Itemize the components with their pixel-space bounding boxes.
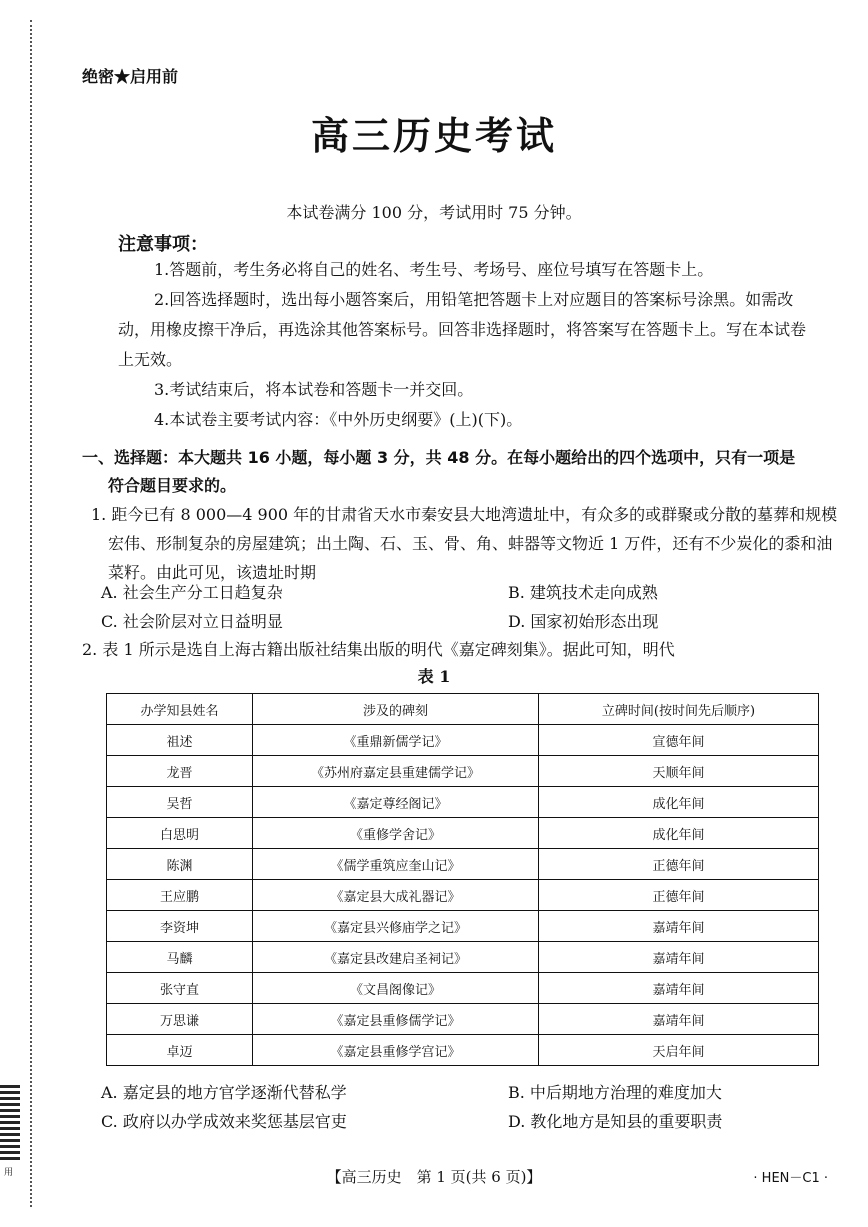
table-cell: 王应鹏 — [107, 880, 253, 911]
table-cell: 李资坤 — [107, 911, 253, 942]
table-cell: 嘉靖年间 — [539, 973, 819, 1004]
option-c: C. 政府以办学成效来奖惩基层官吏 — [101, 1112, 347, 1131]
table-cell: 《文昌阁像记》 — [253, 973, 539, 1004]
table-cell: 《苏州府嘉定县重建儒学记》 — [253, 756, 539, 787]
table-caption: 表 1 — [417, 667, 451, 686]
data-table — [106, 693, 819, 1066]
table-cell: 宣德年间 — [539, 725, 819, 756]
notice-item: 4.本试卷主要考试内容：《中外历史纲要》(上)(下)。 — [154, 410, 523, 429]
table-cell: 《嘉定县重修学宫记》 — [253, 1035, 539, 1066]
table-row — [107, 849, 819, 880]
question-1-stem: 1. 距今已有 8 000—4 900 年的甘肃省天水市秦安县大地湾遗址中，有众多的或群聚或分散的墓葬和规模宏伟、形制复杂的房屋建筑；出土陶、石、玉、骨、角、蚌器等文物近 1 万件，还有不少炭化的黍和油菜籽。由此可见，该遗址时期 — [91, 505, 838, 582]
section-heading-line1: 一、选择题：本大题共 16 小题，每小题 3 分，共 48 分。在每小题给出的四个选项中，只有一项是 — [82, 448, 796, 467]
table-header: 涉及的碑刻 — [253, 694, 539, 725]
notice-item: 2.回答选择题时，选出每小题答案后，用铅笔把答题卡上对应题目的答案标号涂黑。如需改动，用橡皮擦干净后，再选涂其他答案标号。回答非选择题时，将答案写在答题卡上。写在本试卷上无效。 — [118, 290, 807, 369]
table-cell: 白思明 — [107, 818, 253, 849]
table-cell: 《重鼎新儒学记》 — [253, 725, 539, 756]
exam-code: · HEN－C1 · — [753, 1171, 828, 1186]
qr-label: 用 — [4, 1168, 14, 1178]
option-d: D. 国家初始形态出现 — [508, 612, 659, 631]
table-cell: 万思谦 — [107, 1004, 253, 1035]
table-row — [107, 942, 819, 973]
table-cell: 卓迈 — [107, 1035, 253, 1066]
table-header-row — [107, 694, 819, 725]
table-cell: 嘉靖年间 — [539, 1004, 819, 1035]
question-1 — [82, 500, 842, 587]
question-2-stem: 2. 表 1 所示是选自上海古籍出版社结集出版的明代《嘉定碑刻集》。据此可知，明代 — [82, 640, 675, 659]
option-a: A. 嘉定县的地方官学逐渐代替私学 — [101, 1083, 347, 1102]
confidential-mark: 绝密★启用前 — [82, 67, 179, 86]
table-cell: 陈渊 — [107, 849, 253, 880]
table-cell: 吴哲 — [107, 787, 253, 818]
option-b: B. 建筑技术走向成熟 — [508, 583, 658, 602]
table-cell: 《嘉定县改建启圣祠记》 — [253, 942, 539, 973]
table-row — [107, 1004, 819, 1035]
table-row — [107, 756, 819, 787]
option-c: C. 社会阶层对立日益明显 — [101, 612, 283, 631]
qr-code — [0, 1085, 20, 1160]
section-heading-line2: 符合题目要求的。 — [108, 476, 237, 495]
page-title: 高三历史考试 — [310, 114, 557, 158]
table-cell: 正德年间 — [539, 849, 819, 880]
table-row — [107, 880, 819, 911]
table-cell: 祖述 — [107, 725, 253, 756]
notice-list — [118, 255, 808, 435]
table-cell: 成化年间 — [539, 818, 819, 849]
table-cell: 正德年间 — [539, 880, 819, 911]
notice-title: 注意事项： — [118, 234, 208, 255]
table-cell: 龙晋 — [107, 756, 253, 787]
table-cell: 张守直 — [107, 973, 253, 1004]
table-cell: 《嘉定县重修儒学记》 — [253, 1004, 539, 1035]
page-footer: 【高三历史 第 1 页(共 6 页)】 — [326, 1168, 542, 1186]
table-header: 办学知县姓名 — [107, 694, 253, 725]
table-row — [107, 725, 819, 756]
option-d: D. 教化地方是知县的重要职责 — [508, 1112, 723, 1131]
option-a: A. 社会生产分工日趋复杂 — [101, 583, 283, 602]
table-cell: 《嘉定县大成礼器记》 — [253, 880, 539, 911]
table-cell: 《儒学重筑应奎山记》 — [253, 849, 539, 880]
notice-item: 3.考试结束后，将本试卷和答题卡一并交回。 — [154, 380, 474, 399]
table-cell: 嘉靖年间 — [539, 942, 819, 973]
notice-item: 1.答题前，考生务必将自己的姓名、考生号、考场号、座位号填写在答题卡上。 — [154, 260, 714, 279]
table-cell: 《嘉定尊经阁记》 — [253, 787, 539, 818]
table-header: 立碑时间(按时间先后顺序) — [539, 694, 819, 725]
table-cell: 嘉靖年间 — [539, 911, 819, 942]
exam-info: 本试卷满分 100 分，考试用时 75 分钟。 — [286, 203, 582, 222]
table-row — [107, 973, 819, 1004]
table-row — [107, 818, 819, 849]
binding-line — [30, 20, 32, 1207]
table-row — [107, 911, 819, 942]
option-b: B. 中后期地方治理的难度加大 — [508, 1083, 722, 1102]
table-row — [107, 787, 819, 818]
table-row — [107, 1035, 819, 1066]
section-heading — [82, 444, 842, 500]
table-cell: 《嘉定县兴修庙学之记》 — [253, 911, 539, 942]
table-cell: 成化年间 — [539, 787, 819, 818]
table-cell: 天启年间 — [539, 1035, 819, 1066]
table-cell: 天顺年间 — [539, 756, 819, 787]
table-cell: 马麟 — [107, 942, 253, 973]
table-cell: 《重修学舍记》 — [253, 818, 539, 849]
